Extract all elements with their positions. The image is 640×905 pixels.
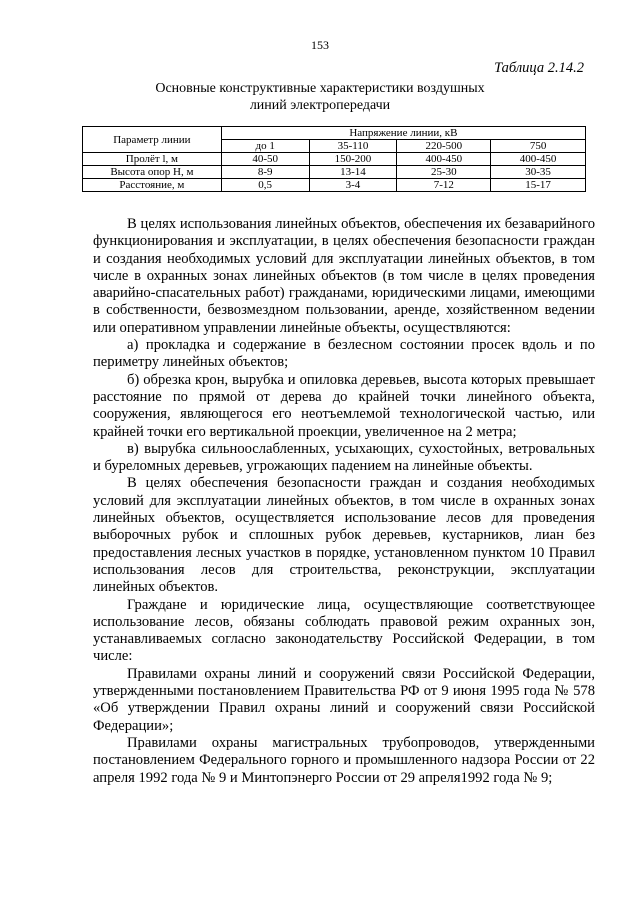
list-item-b: б) обрезка крон, вырубка и опиловка деревьев, высота которых превышает расстояние по прямой от дерева до крайней точки линейного объекта, сооружения, являющегося его неотъемлемой технологической частью, или крайней точки его вертикальной проекции, увеличенное на 2 метра;	[93, 371, 595, 440]
table-title	[0, 80, 640, 114]
row-param-cell: Расстояние, м	[83, 179, 222, 192]
table-cell: 7-12	[397, 179, 491, 192]
page-number: 153	[311, 38, 329, 52]
paragraph: Правилами охраны магистральных трубопроводов, утвержденными постановлением Федерального горного и промышленного надзора России от 22 апреля 1992 года № 9 и Минтопэнерго России от 29 апреля1992 года № 9;	[93, 734, 595, 786]
list-item-c: в) вырубка сильноослабленных, усыхающих, сухостойных, ветровальных и буреломных деревьев, угрожающих падением на линейные объекты.	[93, 440, 595, 475]
table-title-line-1: Основные конструктивные характеристики воздушных	[155, 81, 485, 96]
paragraph: В целях использования линейных объектов, обеспечения их безаварийного функционирования и эксплуатации, в целях обеспечения безопасности граждан и создания необходимых условий для эксплуатации линейных объектов, в том числе в охранных зонах линейных объектов (в том числе в целях проведения аварийно-спасательных работ) гражданами, юридическими лицами, имеющими в собственности, безвозмездном пользовании, аренде, хозяйственном ведении или оперативном управлении линейные объекты, осуществляются:	[93, 216, 595, 336]
table-cell: 13-14	[309, 166, 397, 179]
body-text	[93, 216, 595, 787]
param-header-cell: Параметр линии	[83, 127, 222, 153]
table-row	[83, 166, 586, 179]
row-param-cell: Пролёт l, м	[83, 153, 222, 166]
table-cell: 15-17	[491, 179, 586, 192]
table-header-row	[83, 127, 586, 140]
table-cell: 3-4	[309, 179, 397, 192]
voltage-column-header: 750	[491, 140, 586, 153]
voltage-column-header: до 1	[221, 140, 309, 153]
list-item-a: а) прокладка и содержание в безлесном состоянии просек вдоль и по периметру линейных объектов;	[93, 337, 595, 371]
table-cell: 400-450	[491, 153, 586, 166]
table-cell: 0,5	[221, 179, 309, 192]
row-param-cell: Высота опор H, м	[83, 166, 222, 179]
table-cell: 40-50	[221, 153, 309, 166]
table-cell: 8-9	[221, 166, 309, 179]
table-title-line-2: линий электропередачи	[249, 98, 391, 113]
table-cell: 30-35	[491, 166, 586, 179]
table-cell: 400-450	[397, 153, 491, 166]
table-row	[83, 153, 586, 166]
characteristics-table	[82, 126, 586, 192]
table-label: Таблица 2.14.2	[494, 60, 584, 76]
voltage-header-cell: Напряжение линии, кВ	[221, 127, 585, 140]
table-row	[83, 179, 586, 192]
paragraph: Граждане и юридические лица, осуществляющие соответствующее использование лесов, обязаны соблюдать правовой режим охранных зон, устанавливаемых согласно законодательству Российской Федерации, в том числе:	[93, 596, 595, 665]
table-cell: 25-30	[397, 166, 491, 179]
paragraph: Правилами охраны линий и сооружений связи Российской Федерации, утвержденными постановлением Правительства РФ от 9 июня 1995 года № 578 «Об утверждении Правил охраны линий и сооружений связи Российской Федерации»;	[93, 665, 595, 734]
paragraph: В целях обеспечения безопасности граждан и создания необходимых условий для эксплуатации линейных объектов, в том числе в охранных зонах линейных объектов, осуществляется использование лесов для проведения выборочных рубок и сплошных рубок деревьев, кустарников, лиан без предоставления лесных участков в порядке, установленном пунктом 10 Правил использования лесов для строительства, реконструкции, эксплуатации линейных объектов.	[93, 475, 595, 596]
table-cell: 150-200	[309, 153, 397, 166]
voltage-column-header: 220-500	[397, 140, 491, 153]
voltage-column-header: 35-110	[309, 140, 397, 153]
